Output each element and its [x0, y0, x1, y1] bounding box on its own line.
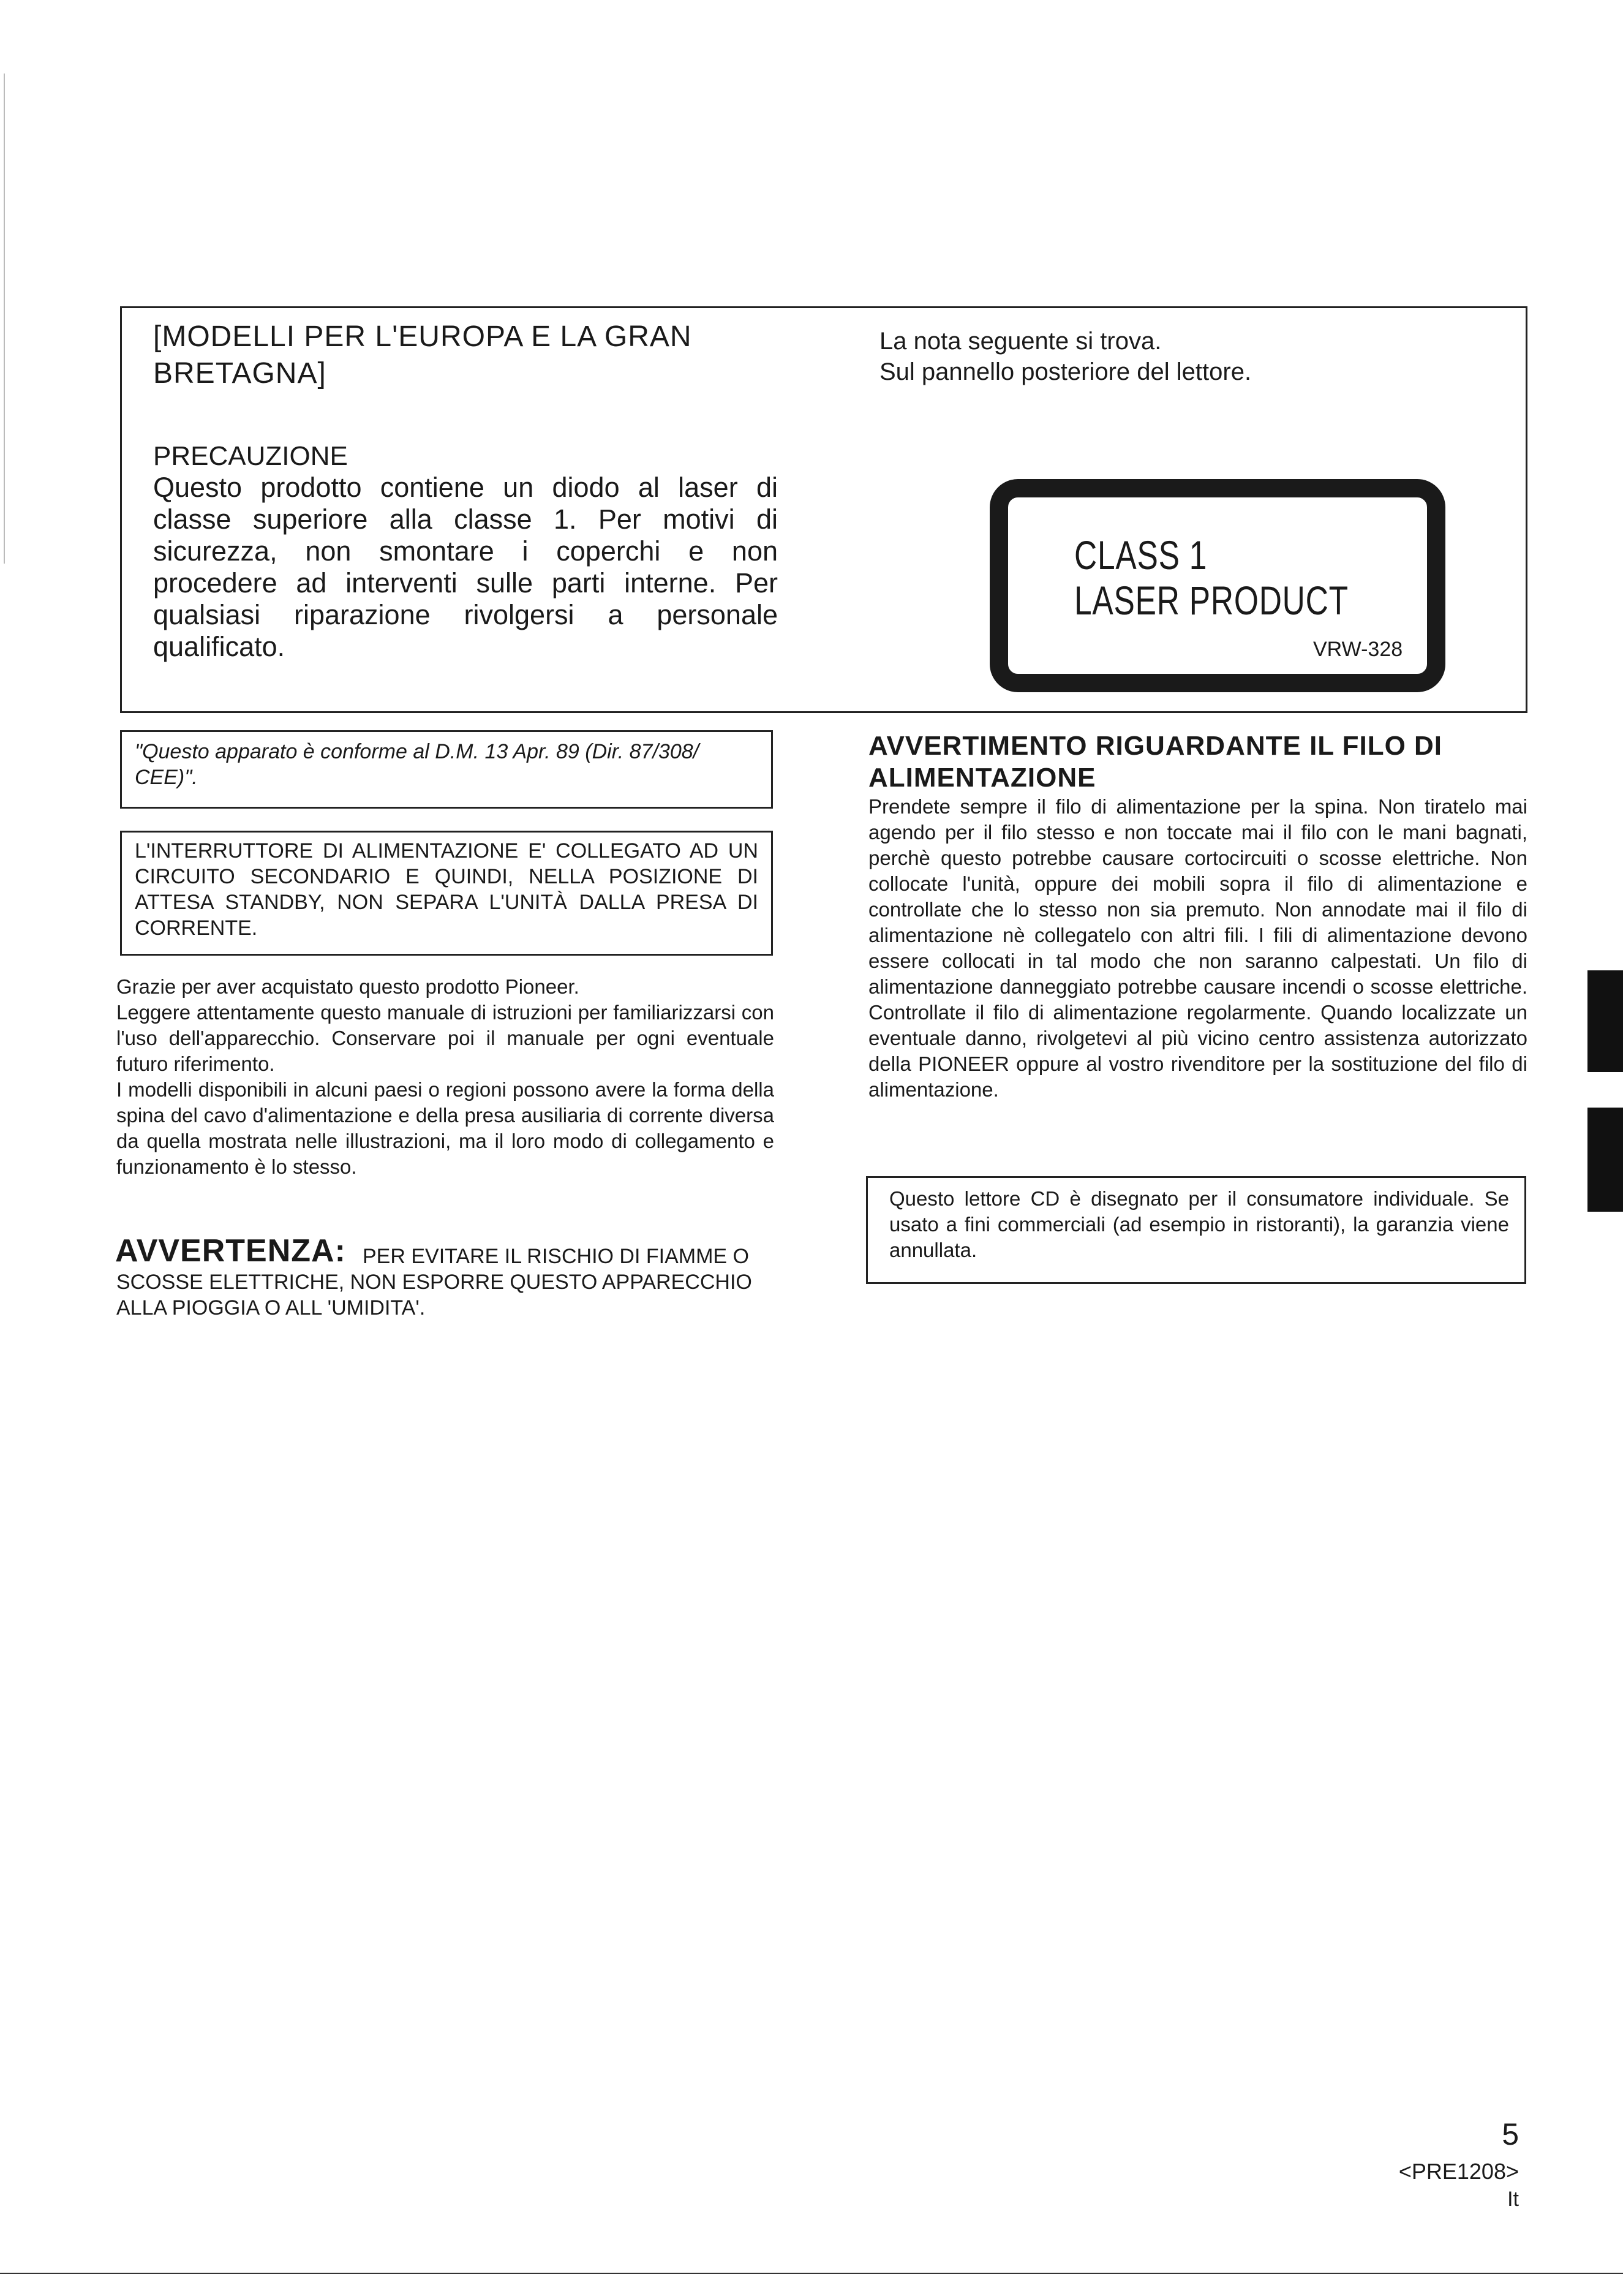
power-switch-text: L'INTERRUTTORE DI ALIMENTAZIONE E' COLLEGATO AD UN CIRCUITO SECONDARIO E QUINDI, NELLA POSIZIONE DI ATTESA STANDBY, NON SEPARA L'UNITÀ DALLA PRESA DI CORRENTE.	[135, 839, 758, 940]
margin-line	[4, 74, 5, 564]
warning-text-inline: PER EVITARE IL RISCHIO DI FIAMME O	[363, 1245, 749, 1268]
precaution-body: Questo prodotto contiene un diodo al laser di classe superiore alla classe 1. Per motivi di sicurezza, non smontare i coperchi e non procedere ad interventi sulle parti interne. Per qualsiasi riparazione rivolgersi a personale qualificato.	[153, 472, 778, 662]
power-cord-body: Prendete sempre il filo di alimentazione per la spina. Non tiratelo mai agendo per il filo stesso e non toccate mai il filo con le mani bagnati, perchè questo potrebbe causare cortocircuiti o scosse elettriche. Non collocate l'unità, oppure dei mobili sopra il filo di alimentazione e controllate che lo stesso non sia premuto. Non annodate mai il filo di alimentazione nè collegatelo con altri fili. I fili di alimentazione devono essere collocati in tal modo che non saranno calpestati. Un filo di alimentazione danneggiato potrebbe causare incendi o scosse elettriche. Controllate il filo di alimentazione regolarmente. Quando localizzate un eventuale danno, rivolgetevi al più vicino centro assistenza autorizzato della PIONEER oppure al vostro rivenditore per la sostituzione del filo di alimentazione.	[868, 795, 1527, 1101]
section-tab-marker	[1587, 970, 1623, 1072]
cd-notice-text: Questo lettore CD è disegnato per il consumatore individuale. Se usato a fini commerciali (ad esempio in ristoranti), la garanzia viene annullata.	[889, 1187, 1509, 1261]
power-cord-title: AVVERTIMENTO RIGUARDANTE IL FILO DI ALIMENTAZIONE	[868, 731, 1443, 793]
laser-label-code: VRW-328	[1313, 638, 1403, 661]
bottom-rule	[0, 2273, 1623, 2274]
laser-label-line1: CLASS 1	[1074, 532, 1208, 578]
document-code: <PRE1208>	[1398, 2159, 1519, 2184]
section-tab-marker	[1587, 1108, 1623, 1212]
label-location-note: La nota seguente si trova. Sul pannello posteriore del lettore.	[879, 328, 1252, 385]
language-code: It	[1507, 2188, 1519, 2211]
warning-text: SCOSSE ELETTRICHE, NON ESPORRE QUESTO APPARECCHIO ALLA PIOGGIA O ALL 'UMIDITA'.	[116, 1271, 752, 1320]
intro-text: Grazie per aver acquistato questo prodotto Pioneer. Leggere attentamente questo manuale di istruzioni per familiarizzarsi con l'uso dell'apparecchio. Conservare poi il manuale per ogni eventuale futuro riferimento. I modelli disponibili in alcuni paesi o regioni possono avere la forma della spina del cavo d'alimentazione e della presa ausiliaria di corrente diversa da quella mostrata nelle illustrazioni, ma il loro modo di collegamento e funzionamento è lo stesso.	[116, 975, 774, 1178]
conformity-text: "Questo apparato è conforme al D.M. 13 Apr. 89 (Dir. 87/308/ CEE)".	[135, 740, 699, 789]
page-number: 5	[1502, 2117, 1519, 2151]
precaution-title: PRECAUZIONE	[153, 441, 348, 471]
warning-title: AVVERTENZA:	[115, 1233, 346, 1269]
laser-label-line2: LASER PRODUCT	[1074, 578, 1349, 623]
region-heading: [MODELLI PER L'EUROPA E LA GRAN BRETAGNA]	[153, 320, 692, 390]
